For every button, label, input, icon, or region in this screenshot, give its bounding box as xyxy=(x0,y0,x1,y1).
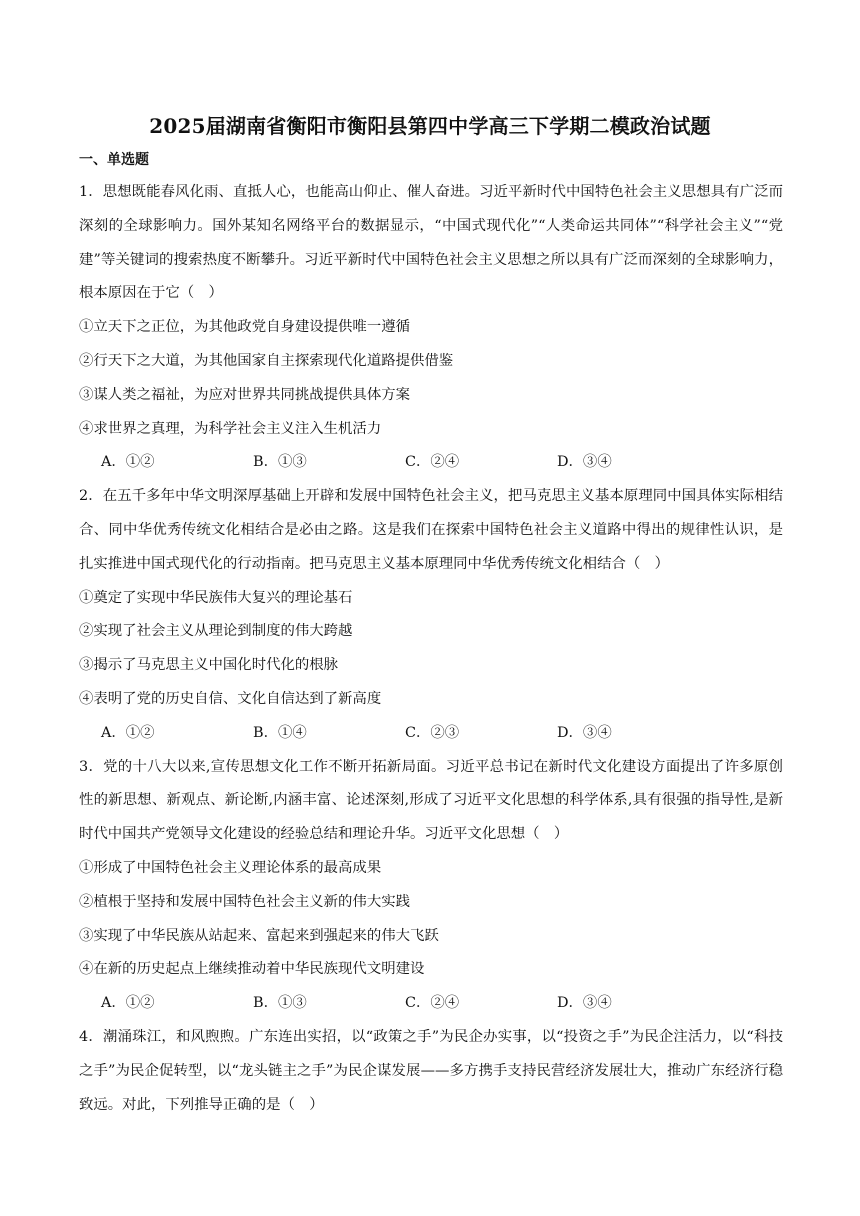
choice-a: A．①② xyxy=(101,995,155,1012)
question-stem: 2．在五千多年中华文明深厚基础上开辟和发展中国特色社会主义，把马克思主义基本原理同中国具体实际相结合、同中华优秀传统文化相结合是必由之路。这是我们在探索中国特色社会主义道路中得出的规律性认识，是扎实推进中国式现代化的行动指南。把马克思主义基本原理同中华优秀传统文化相结合（ ） xyxy=(79,488,783,572)
question-option: ③实现了中华民族从站起来、富起来到强起来的伟大飞跃 xyxy=(79,927,439,944)
question-option: ④在新的历史起点上继续推动着中华民族现代文明建设 xyxy=(79,961,425,978)
question-option: ④求世界之真理，为科学社会主义注入生机活力 xyxy=(79,420,382,437)
question-option: ①形成了中国特色社会主义理论体系的最高成果 xyxy=(79,859,382,876)
section-heading: 一、单选题 xyxy=(79,152,149,168)
choice-b: B．①③ xyxy=(253,454,307,471)
choice-a: A．①② xyxy=(101,454,155,471)
choice-c: C．②③ xyxy=(405,724,460,741)
question-2 xyxy=(79,480,783,750)
question-option: ③谋人类之福祉，为应对世界共同挑战提供具体方案 xyxy=(79,386,410,403)
question-option: ③揭示了马克思主义中国化时代化的根脉 xyxy=(79,657,339,674)
question-1 xyxy=(79,176,783,480)
answer-choices xyxy=(79,717,783,751)
question-stem: 3．党的十八大以来,宣传思想文化工作不断开拓新局面。习近平总书记在新时代文化建设方面提出了许多原创性的新思想、新观点、新论断,内涵丰富、论述深刻,形成了习近平文化思想的科学体系,具有很强的指导性,是新时代中国共产党领导文化建设的经验总结和理论升华。习近平文化思想（ ） xyxy=(79,758,783,843)
question-list xyxy=(79,176,783,1122)
question-option: ①立天下之正位，为其他政党自身建设提供唯一遵循 xyxy=(79,319,410,336)
choice-b: B．①④ xyxy=(253,724,307,741)
choice-d: D．③④ xyxy=(557,724,612,741)
choice-c: C．②④ xyxy=(405,995,460,1012)
choice-d: D．③④ xyxy=(557,995,612,1012)
question-option: ②实现了社会主义从理论到制度的伟大跨越 xyxy=(79,623,353,640)
question-option: ④表明了党的历史自信、文化自信达到了新高度 xyxy=(79,690,382,707)
answer-choices xyxy=(79,446,783,480)
choice-d: D．③④ xyxy=(557,454,612,471)
choice-a: A．①② xyxy=(101,724,155,741)
choice-c: C．②④ xyxy=(405,454,460,471)
question-3 xyxy=(79,751,783,1021)
question-option: ②植根于坚持和发展中国特色社会主义新的伟大实践 xyxy=(79,893,410,910)
question-option: ①奠定了实现中华民族伟大复兴的理论基石 xyxy=(79,589,353,606)
choice-b: B．①③ xyxy=(253,995,307,1012)
question-4 xyxy=(79,1021,783,1122)
document-title: 2025届湖南省衡阳市衡阳县第四中学高三下学期二模政治试题 xyxy=(149,114,711,138)
question-option: ②行天下之大道，为其他国家自主探索现代化道路提供借鉴 xyxy=(79,352,454,369)
answer-choices xyxy=(79,987,783,1021)
question-stem: 1．思想既能春风化雨、直抵人心，也能高山仰止、催人奋进。习近平新时代中国特色社会主义思想具有广泛而深刻的全球影响力。国外某知名网络平台的数据显示，“中国式现代化”“人类命运共同体”“科学社会主义”“党建”等关键词的搜索热度不断攀升。习近平新时代中国特色社会主义思想之所以具有广泛而深刻的全球影响力，根本原因在于它（ ） xyxy=(79,184,783,302)
question-stem: 4．潮涌珠江，和风煦煦。广东连出实招，以“政策之手”为民企办实事，以“投资之手”为民企注活力，以“科技之手”为民企促转型，以“龙头链主之手”为民企谋发展——多方携手支持民营经济发展壮大，推动广东经济行稳致远。对此，下列推导正确的是（ ） xyxy=(79,1028,783,1113)
